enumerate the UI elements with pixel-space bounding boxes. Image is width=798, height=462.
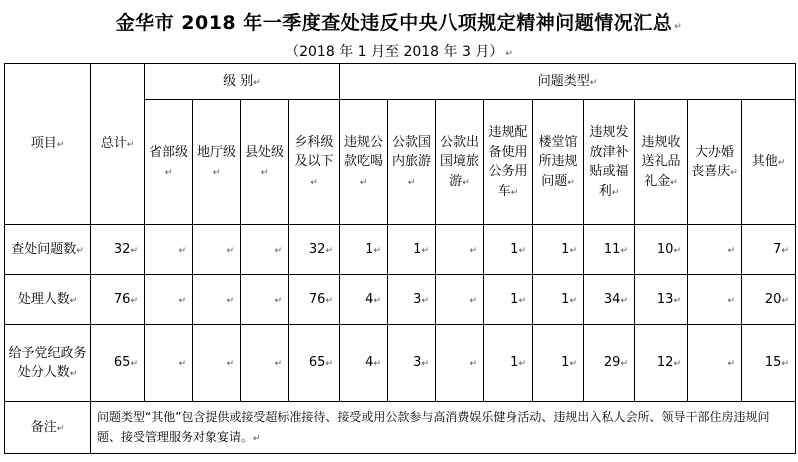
header-type-group: 问题类型↵	[340, 64, 796, 100]
cell: 65↵	[289, 325, 340, 402]
note-label: 备注↵	[5, 402, 91, 454]
cell: ↵	[145, 275, 193, 325]
cell: 3↵	[388, 325, 436, 402]
cell: ↵	[241, 325, 289, 402]
header-item: 项目↵	[5, 64, 91, 225]
header-level: 地厅级↵	[193, 100, 241, 225]
cell: 1↵	[484, 325, 533, 402]
cell: ↵	[193, 275, 241, 325]
cell: 34↵	[584, 275, 635, 325]
cell: 76↵	[289, 275, 340, 325]
cell: 13↵	[635, 275, 688, 325]
cell: 1↵	[484, 225, 533, 275]
header-level: 省部级↵	[145, 100, 193, 225]
summary-table	[4, 63, 796, 454]
cell: ↵	[193, 225, 241, 275]
cell: 1↵	[340, 225, 388, 275]
header-level-group: 级 别↵	[145, 64, 340, 100]
table-row	[5, 325, 796, 402]
cell: ↵	[145, 225, 193, 275]
cell: 3↵	[388, 275, 436, 325]
header-type: 大办婚丧喜庆↵	[688, 100, 742, 225]
cell: 1↵	[533, 325, 584, 402]
cell: ↵	[241, 275, 289, 325]
row-total: 65↵	[91, 325, 145, 402]
cell: ↵	[436, 275, 484, 325]
header-type: 公款国内旅游↵	[388, 100, 436, 225]
cell: ↵	[436, 225, 484, 275]
table-row	[5, 275, 796, 325]
cell: ↵	[241, 225, 289, 275]
header-type: 违规公款吃喝↵	[340, 100, 388, 225]
cell: ↵	[688, 325, 742, 402]
cell: 4↵	[340, 325, 388, 402]
row-label: 查处问题数↵	[5, 225, 91, 275]
cell: ↵	[436, 325, 484, 402]
header-type: 违规收送礼品礼金↵	[635, 100, 688, 225]
header-type: 违规发放津补贴或福利↵	[584, 100, 635, 225]
cell: 7↵	[742, 225, 796, 275]
cell: 29↵	[584, 325, 635, 402]
cell: ↵	[688, 225, 742, 275]
cell: 10↵	[635, 225, 688, 275]
cell: 1↵	[533, 225, 584, 275]
header-total: 总计↵	[91, 64, 145, 225]
cell: 12↵	[635, 325, 688, 402]
document-subtitle: （2018 年 1 月至 2018 年 3 月） ↵	[285, 44, 513, 60]
table-row	[5, 225, 796, 275]
cell: 11↵	[584, 225, 635, 275]
row-total: 76↵	[91, 275, 145, 325]
cell: ↵	[193, 325, 241, 402]
note-text: 问题类型“其他”包含提供或接受超标准接待、接受或用公款参与高消费娱乐健身活动、违规出入私人会所、领导干部住房违规问题、接受管理服务对象宴请。↵	[91, 402, 796, 454]
cell: ↵	[145, 325, 193, 402]
header-level: 县处级↵	[241, 100, 289, 225]
cell: 1↵	[533, 275, 584, 325]
header-type: 公款出国境旅游↵	[436, 100, 484, 225]
header-type: 违规配备使用公务用车↵	[484, 100, 533, 225]
row-label: 处理人数↵	[5, 275, 91, 325]
header-type: 楼堂馆所违规问题↵	[533, 100, 584, 225]
cell: 4↵	[340, 275, 388, 325]
header-type: 其他↵	[742, 100, 796, 225]
cell: 1↵	[388, 225, 436, 275]
cell: ↵	[688, 275, 742, 325]
note-row	[5, 402, 796, 454]
row-label: 给予党纪政务处分人数↵	[5, 325, 91, 402]
header-level: 乡科级及以下↵	[289, 100, 340, 225]
cell: 20↵	[742, 275, 796, 325]
cell: 1↵	[484, 275, 533, 325]
cell: 15↵	[742, 325, 796, 402]
document-title: 金华市 2018 年一季度查处违反中央八项规定精神问题情况汇总 ↵	[115, 12, 683, 34]
cell: 32↵	[289, 225, 340, 275]
row-total: 32↵	[91, 225, 145, 275]
